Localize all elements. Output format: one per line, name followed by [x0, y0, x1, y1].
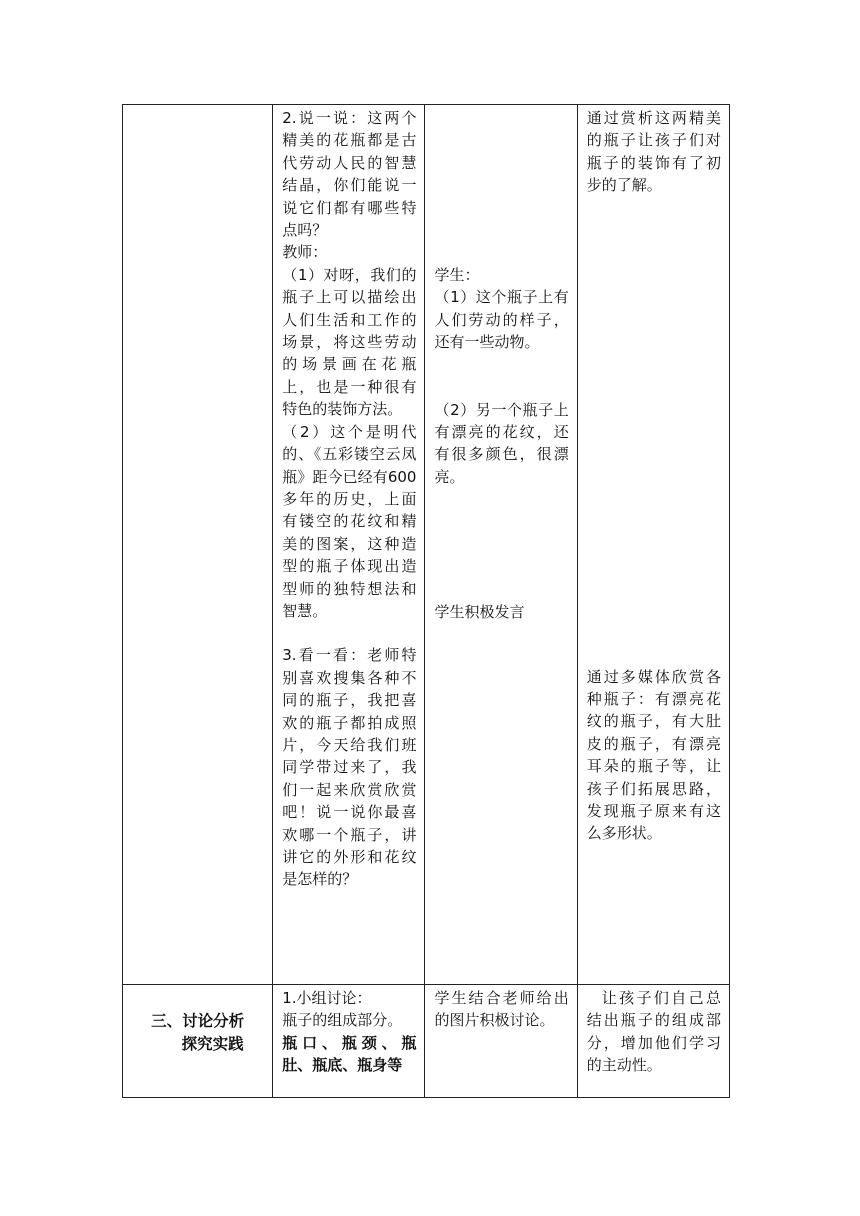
discussion-topic: 瓶子的组成部分。 — [282, 1011, 403, 1030]
design-intent-cell — [577, 985, 729, 1098]
lesson-plan-table — [122, 104, 730, 1098]
design-intent-3: 让孩子们自己总结出瓶子的组成部分，增加他们学习的主动性。 — [586, 989, 721, 1075]
student-label: 学生： — [434, 266, 480, 284]
section-title-line2: 探究实践 — [181, 1035, 244, 1053]
design-intent-cell — [577, 105, 729, 985]
student-discussion: 学生结合老师给出的图片积极讨论。 — [434, 989, 569, 1030]
design-intent-2: 通过多媒体欣赏各种瓶子：有漂亮花纹的瓶子，有大肚皮的瓶子，有漂亮耳朵的瓶子等，让孩子们拓展思路，发现瓶子原来有这么多形状。 — [586, 667, 721, 843]
activity-say: 2.说一说：这两个精美的花瓶都是古代劳动人民的智慧结晶，你们能说一说它们都有哪些特点吗？ — [282, 109, 417, 240]
teacher-point-2: （2）这个是明代的、《五彩镂空云凤瓶》距今已经有600多年的历史，上面有镂空的花纹和精美的图案，这种造型的瓶子体现出造型师的独特想法和智慧。 — [282, 422, 417, 620]
student-activity-cell — [425, 105, 577, 985]
section-title-line1: 三、讨论分析 — [151, 1012, 245, 1030]
teacher-activity-cell — [273, 985, 425, 1098]
bottle-parts: 瓶口、瓶颈、瓶肚、瓶底、瓶身等 — [282, 1033, 417, 1075]
table-row — [123, 105, 730, 985]
discussion-title: 1.小组讨论： — [282, 989, 372, 1007]
student-answer-1: （1）这个瓶子上有人们劳动的样子，还有一些动物。 — [434, 288, 569, 352]
activity-look: 3.看一看：老师特别喜欢搜集各种不同的瓶子，我把喜欢的瓶子都拍成照片，今天给我们班同学带过来了，我们一起来欣赏欣赏吧！说一说你最喜欢哪一个瓶子，讲讲它的外形和花纹是怎样的？ — [282, 646, 417, 889]
student-answer-3: 学生积极发言 — [434, 603, 525, 622]
design-intent-1: 通过赏析这两精美的瓶子让孩子们对瓶子的装饰有了初步的了解。 — [586, 109, 721, 195]
student-activity-cell — [425, 985, 577, 1098]
teacher-label: 教师： — [282, 243, 328, 262]
teacher-point-1: （1）对呀，我们的瓶子上可以描绘出人们生活和工作的场景，将这些劳动的场景画在花瓶上，也是一种很有特色的装饰方法。 — [282, 265, 417, 419]
section-cell-empty — [123, 105, 273, 985]
section-cell — [123, 985, 273, 1098]
student-answer-2: （2）另一个瓶子上有漂亮的花纹，还有很多颜色，很漂亮。 — [434, 400, 569, 486]
teacher-activity-cell — [273, 105, 425, 985]
table-row — [123, 985, 730, 1098]
